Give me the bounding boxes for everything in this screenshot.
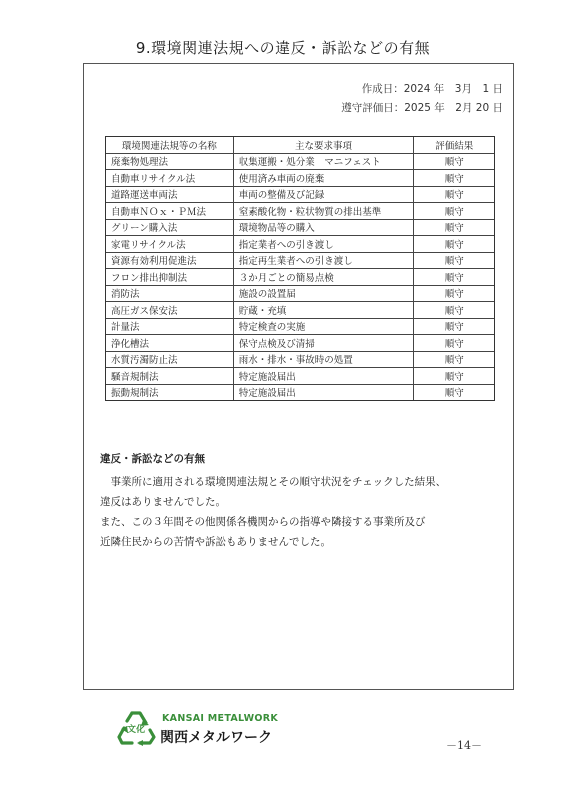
result: 順守 — [414, 252, 495, 269]
requirement: 貯蔵・充填 — [233, 302, 414, 319]
result: 順守 — [414, 170, 495, 187]
brand-name-en: KANSAI METALWORK — [162, 713, 279, 724]
table-row — [106, 186, 495, 203]
section-line: 近隣住民からの苦情や訴訟もありませんでした。 — [100, 536, 331, 548]
header-result: 評価結果 — [414, 137, 495, 154]
table-row — [106, 252, 495, 269]
violations-section — [100, 451, 500, 552]
law-name: 道路運送車両法 — [106, 186, 234, 203]
requirement: 車両の整備及び記録 — [233, 186, 414, 203]
requirement: 使用済み車両の廃棄 — [233, 170, 414, 187]
result: 順守 — [414, 219, 495, 236]
result: 順守 — [414, 186, 495, 203]
table-row — [106, 302, 495, 319]
table-row — [106, 318, 495, 335]
header-requirements: 主な要求事項 — [233, 137, 414, 154]
requirement: 保守点検及び清掃 — [233, 335, 414, 352]
result: 順守 — [414, 335, 495, 352]
requirement: 収集運搬・処分業 マニフェスト — [233, 153, 414, 170]
requirement: 指定再生業者への引き渡し — [233, 252, 414, 269]
requirement: 指定業者への引き渡し — [233, 236, 414, 253]
law-name: フロン排出抑制法 — [106, 269, 234, 286]
law-compliance-table — [105, 136, 495, 401]
requirement: 特定施設届出 — [233, 384, 414, 401]
brand-name-jp: 関西メタルワーク — [160, 730, 272, 746]
law-name: 自動車ＮＯｘ・ＰＭ法 — [106, 203, 234, 220]
table-header-row — [106, 137, 495, 154]
table-row — [106, 351, 495, 368]
requirement: 環境物品等の購入 — [233, 219, 414, 236]
table-row — [106, 335, 495, 352]
created-date: 作成日：2024 年 3月 1 日 — [361, 83, 503, 95]
table-row — [106, 368, 495, 385]
date-block — [341, 80, 503, 118]
result: 順守 — [414, 203, 495, 220]
law-name: 振動規制法 — [106, 384, 234, 401]
law-name: 自動車リサイクル法 — [106, 170, 234, 187]
table-row — [106, 285, 495, 302]
section-line: 事業所に適用される環境関連法規とその順守状況をチェックした結果、 — [100, 476, 447, 488]
page-title: 9.環境関連法規への違反・訴訟などの有無 — [135, 39, 431, 57]
law-name: 高圧ガス保安法 — [106, 302, 234, 319]
table-row — [106, 203, 495, 220]
table-row — [106, 236, 495, 253]
law-name: 浄化槽法 — [106, 335, 234, 352]
table-row — [106, 384, 495, 401]
result: 順守 — [414, 302, 495, 319]
law-name: 家電リサイクル法 — [106, 236, 234, 253]
content-frame — [83, 63, 514, 690]
requirement: 特定検査の実施 — [233, 318, 414, 335]
table-row — [106, 153, 495, 170]
header-law-name: 環境関連法規等の名称 — [106, 137, 234, 154]
law-name: 計量法 — [106, 318, 234, 335]
section-line: また、この３年間その他関係各機関からの指導や隣接する事業所及び — [100, 516, 426, 528]
law-name: 消防法 — [106, 285, 234, 302]
requirement: 雨水・排水・事故時の処置 — [233, 351, 414, 368]
law-name: グリーン購入法 — [106, 219, 234, 236]
requirement: 特定施設届出 — [233, 368, 414, 385]
requirement: 施設の設置届 — [233, 285, 414, 302]
result: 順守 — [414, 318, 495, 335]
section-line: 違反はありませんでした。 — [100, 496, 226, 508]
law-name: 水質汚濁防止法 — [106, 351, 234, 368]
page-number: －14－ — [446, 739, 482, 752]
table-row — [106, 170, 495, 187]
logo-text: 文化 — [126, 725, 146, 735]
requirement: 窒素酸化物・粒状物質の排出基準 — [233, 203, 414, 220]
result: 順守 — [414, 351, 495, 368]
law-name: 騒音規制法 — [106, 368, 234, 385]
recycle-logo-icon — [116, 708, 156, 748]
requirement: ３か月ごとの簡易点検 — [233, 269, 414, 286]
section-heading: 違反・訴訟などの有無 — [100, 453, 205, 465]
result: 順守 — [414, 153, 495, 170]
evaluation-date: 遵守評価日：2025 年 2月 20 日 — [341, 102, 503, 114]
table-row — [106, 269, 495, 286]
result: 順守 — [414, 285, 495, 302]
result: 順守 — [414, 236, 495, 253]
result: 順守 — [414, 384, 495, 401]
law-name: 廃棄物処理法 — [106, 153, 234, 170]
law-name: 資源有効利用促進法 — [106, 252, 234, 269]
table-row — [106, 219, 495, 236]
result: 順守 — [414, 368, 495, 385]
result: 順守 — [414, 269, 495, 286]
